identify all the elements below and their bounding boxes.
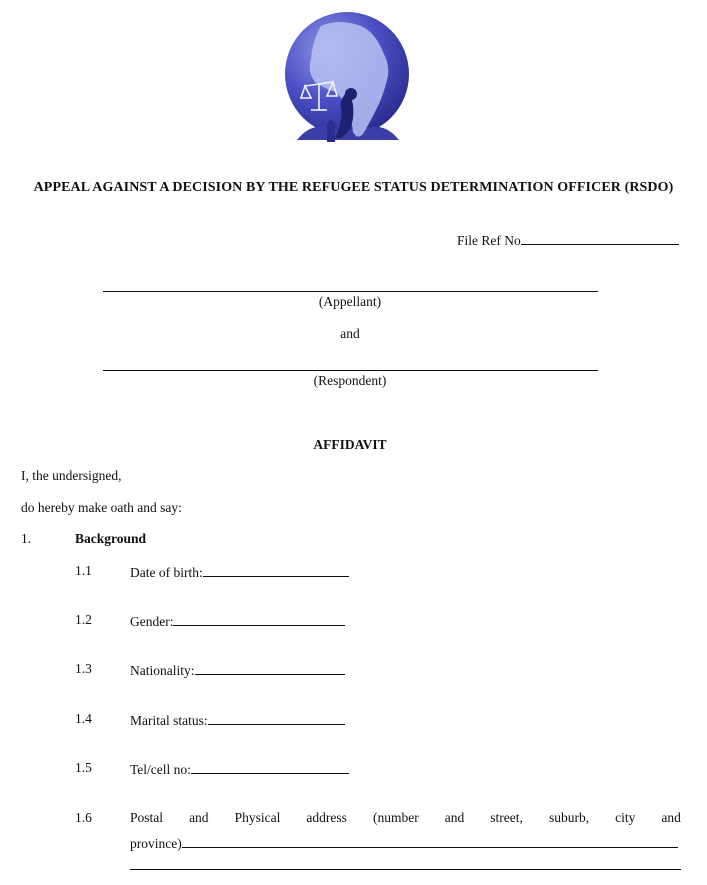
field-label: Gender:: [130, 614, 174, 629]
address-word: Postal: [130, 810, 164, 825]
field-number: 1.6: [75, 810, 92, 825]
marital-status-input-line[interactable]: [208, 711, 345, 725]
field-label: Marital status:: [130, 713, 208, 728]
nationality-input-line[interactable]: [195, 661, 345, 675]
tel-cell-input-line[interactable]: [191, 760, 349, 774]
field-number: 1.3: [75, 661, 92, 676]
and-label: and: [340, 326, 360, 341]
date-of-birth-field: [130, 563, 349, 581]
address-word: suburb,: [548, 810, 590, 825]
address-word: and: [661, 810, 681, 825]
address-word: street,: [490, 810, 523, 825]
address-continuation-label: province): [130, 836, 182, 851]
address-continuation: [130, 834, 678, 852]
intro-line-1: I, the undersigned,: [21, 468, 122, 483]
affidavit-heading: AFFIDAVIT: [313, 437, 387, 452]
section-heading: Background: [75, 531, 147, 546]
gender-field: [130, 612, 345, 630]
field-number: 1.2: [75, 612, 92, 627]
address-word: (number: [372, 810, 419, 825]
field-label: Tel/cell no:: [130, 762, 191, 777]
field-number: 1.5: [75, 760, 92, 775]
field-number: 1.4: [75, 711, 92, 726]
file-ref-label: File Ref No: [457, 233, 521, 248]
address-word: Physical: [234, 810, 281, 825]
address-word: and: [444, 810, 465, 825]
file-ref-field: [457, 231, 679, 249]
section-number: 1.: [21, 531, 32, 546]
date-of-birth-input-line[interactable]: [203, 563, 349, 577]
africa-scales-emblem-icon: [283, 12, 413, 157]
address-input-line-1[interactable]: [182, 834, 678, 848]
document-title: APPEAL AGAINST A DECISION BY THE REFUGEE STATUS DETERMINATION OFFICER (RSDO): [33, 180, 674, 195]
address-word: city: [615, 810, 636, 825]
nationality-field: [130, 661, 345, 679]
intro-line-2: do hereby make oath and say:: [21, 500, 182, 515]
address-label-row: [130, 810, 681, 826]
gender-input-line[interactable]: [173, 612, 345, 626]
appellant-name-line[interactable]: [103, 291, 598, 292]
file-ref-input-line[interactable]: [521, 231, 679, 245]
address-word: and: [189, 810, 209, 825]
address-word: address: [306, 810, 347, 825]
field-label: Nationality:: [130, 663, 195, 678]
appellant-label: (Appellant): [318, 294, 382, 309]
address-input-line-2[interactable]: [130, 869, 681, 870]
tribunal-logo: [283, 12, 413, 157]
respondent-label: (Respondent): [313, 373, 387, 388]
tel-cell-field: [130, 760, 349, 778]
respondent-name-line[interactable]: [103, 370, 598, 371]
field-label: Date of birth:: [130, 565, 203, 580]
field-number: 1.1: [75, 563, 92, 578]
marital-status-field: [130, 711, 345, 729]
